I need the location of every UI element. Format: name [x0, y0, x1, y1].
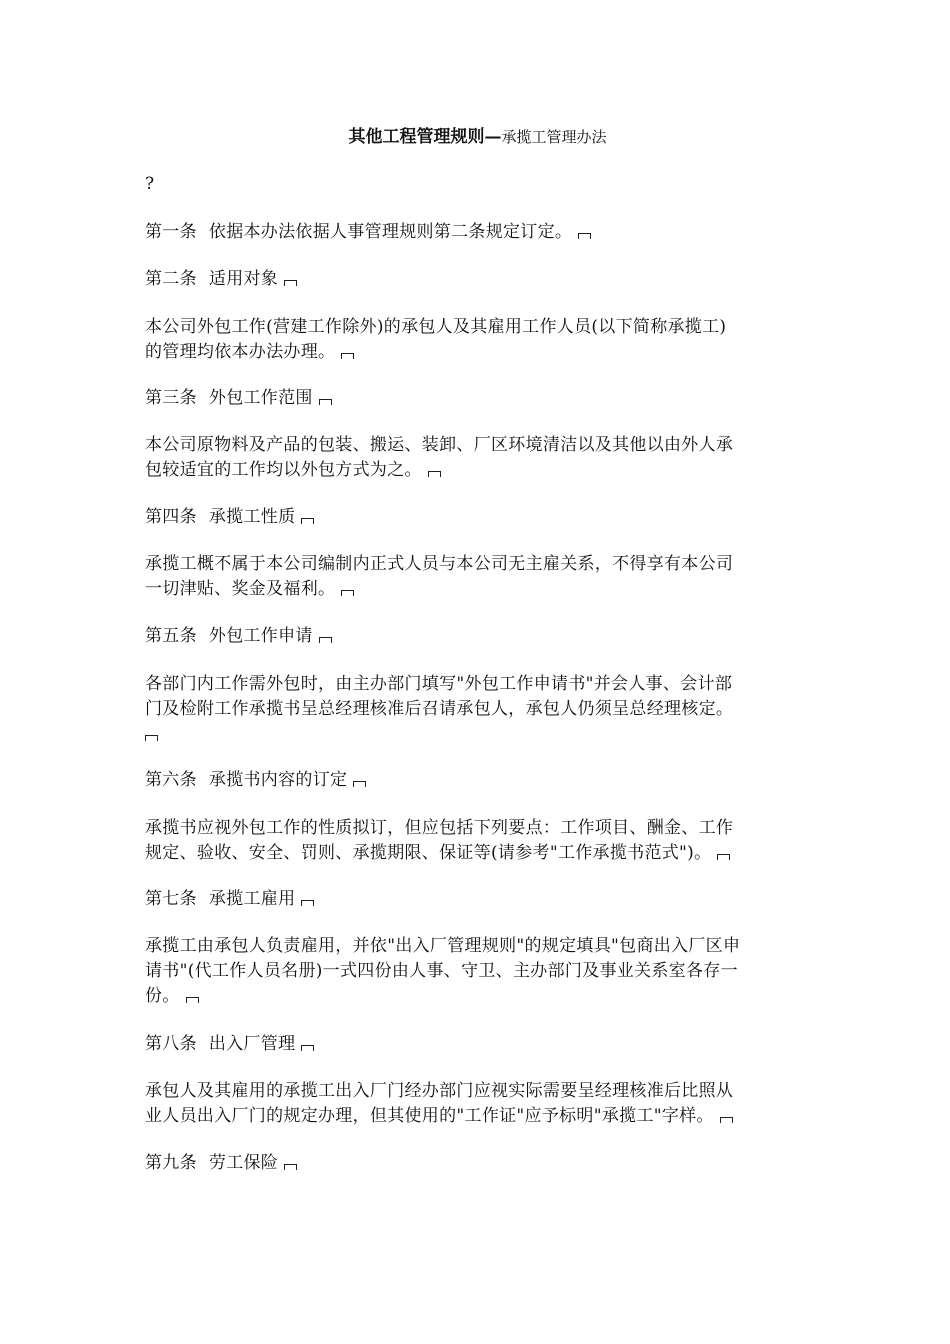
article-2-body: 本公司外包工作(营建工作除外)的承包人及其雇用工作人员(以下简称承揽工) 的管理均依本办法办理。 [145, 317, 727, 362]
article-number: 第二条 [145, 269, 197, 289]
paragraph-mark-icon [301, 1045, 314, 1051]
paragraph-mark-icon [428, 471, 441, 477]
article-8-body: 承包人及其雇用的承揽工出入厂门经办部门应视实际需要呈经理核准后比照从 业人员出入厂门的规定办理，但其使用的"工作证"应予标明"承揽工"字样。 [145, 1081, 734, 1126]
article-number: 第四条 [145, 507, 197, 527]
article-6-body: 承揽书应视外包工作的性质拟订，但应包括下列要点：工作项目、酬金、工作 规定、验收、安全、罚则、承揽期限、保证等(请参考"工作承揽书范式")。 [145, 818, 734, 863]
paragraph-mark-icon [319, 399, 332, 405]
paragraph-mark-icon [341, 590, 354, 596]
article-title: 承揽书内容的订定 [208, 770, 348, 790]
document-title [145, 124, 810, 150]
article-4-body: 承揽工概不属于本公司编制内正式人员与本公司无主雇关系，不得享有本公司 一切津贴、奖金及福利。 [145, 554, 734, 599]
paragraph-mark-icon [284, 1164, 297, 1170]
title-sub: 承揽工管理办法 [501, 128, 607, 146]
article-number: 第七条 [145, 889, 197, 909]
paragraph-mark-icon [145, 735, 158, 741]
article-8-heading [145, 1032, 810, 1057]
article-number: 第六条 [145, 770, 197, 790]
paragraph-mark-icon [341, 353, 354, 359]
article-3-heading [145, 386, 810, 411]
article-title: 外包工作申请 [208, 626, 313, 646]
article-7-heading [145, 887, 810, 912]
paragraph-mark-icon [717, 854, 730, 860]
paragraph-mark-icon [284, 280, 297, 286]
article-text: 依据本办法依据人事管理规则第二条规定订定。 [208, 222, 573, 242]
paragraph-mark-icon [301, 518, 314, 524]
article-title: 适用对象 [208, 269, 279, 289]
article-title: 外包工作范围 [208, 388, 313, 408]
article-number: 第五条 [145, 626, 197, 646]
article-9-heading [145, 1151, 810, 1176]
paragraph-mark-icon [301, 900, 314, 906]
title-main: 其他工程管理规则— [348, 127, 502, 147]
article-2-heading [145, 267, 810, 292]
article-number: 第一条 [145, 222, 197, 242]
paragraph-mark-icon [578, 233, 591, 239]
article-title: 出入厂管理 [208, 1034, 296, 1054]
article-title: 劳工保险 [208, 1153, 279, 1173]
article-5-body: 各部门内工作需外包时，由主办部门填写"外包工作申请书"并会人事、会计部 门及检附工作承揽书呈总经理核准后召请承包人，承包人仍须呈总经理核定。 [145, 672, 810, 747]
article-7-body: 承揽工由承包人负责雇用，并依"出入厂管理规则"的规定填具"包商出入厂区申 请书"(代工作人员名册)一式四份由人事、守卫、主办部门及事业关系室各存一 份。 [145, 936, 741, 1006]
paragraph-mark-icon [353, 781, 366, 787]
article-number: 第八条 [145, 1034, 197, 1054]
article-number: 第三条 [145, 388, 197, 408]
stray-char: ? [145, 174, 155, 194]
article-1-heading [145, 220, 810, 245]
article-title: 承揽工雇用 [208, 889, 296, 909]
paragraph-mark-icon [319, 637, 332, 643]
paragraph-mark-icon [720, 1117, 733, 1123]
article-title: 承揽工性质 [208, 507, 296, 527]
article-4-heading [145, 505, 810, 530]
article-5-heading [145, 624, 810, 649]
article-6-heading [145, 768, 810, 793]
article-number: 第九条 [145, 1153, 197, 1173]
paragraph-mark-icon [186, 997, 199, 1003]
article-3-body: 本公司原物料及产品的包装、搬运、装卸、厂区环境清洁以及其他以由外人承 包较适宜的工作均以外包方式为之。 [145, 435, 734, 480]
